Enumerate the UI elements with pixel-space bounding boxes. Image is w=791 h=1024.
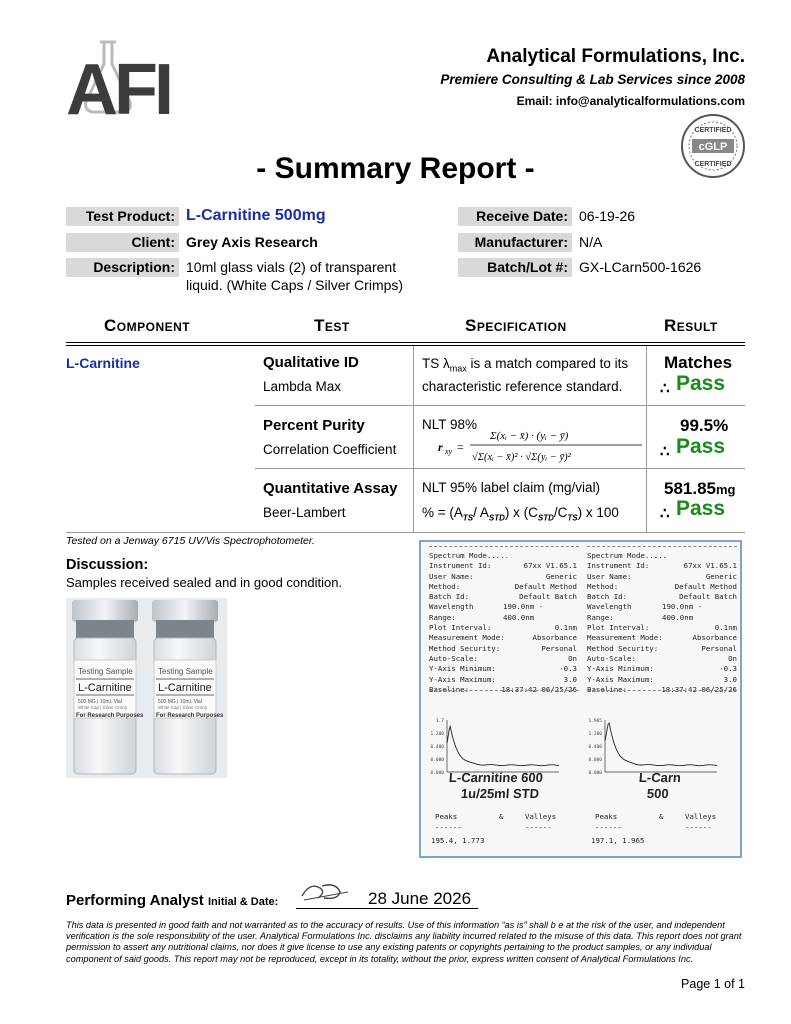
printout-param-value: Default Batch — [519, 592, 577, 602]
printout-param-key: Batch Id: — [429, 592, 470, 602]
column-divider — [413, 346, 414, 532]
peak-values-left: 195.4, 1.773 — [431, 836, 485, 845]
printout-param-key: Spectrum Mode..... — [429, 551, 510, 560]
description-line-2: liquid. (White Caps / Silver Crimps) — [186, 277, 404, 293]
printout-param-value: -0.3 — [719, 664, 737, 674]
result-pass: Pass — [676, 435, 726, 458]
printout-param-value: Absorbance — [532, 633, 577, 643]
component-name: L-Carnitine — [66, 355, 140, 371]
header-component: Component — [104, 316, 191, 335]
vial-left-icon — [72, 600, 144, 774]
amp-right: & — [659, 812, 664, 821]
printout-param-value: Generic — [545, 571, 577, 581]
result-pass: Pass — [676, 372, 726, 395]
company-tagline: Premiere Consulting & Lab Services since 2008 — [440, 72, 745, 87]
test-lambda-max: Lambda Max — [263, 379, 342, 394]
printout-param-value: 0.1nm — [714, 623, 737, 633]
printout-param-key: Baseline: — [587, 684, 628, 694]
spectrum-trace — [447, 726, 559, 765]
seal-top-text: CERTIFIED — [694, 127, 732, 134]
peak-values-right: 197.1, 1.965 — [591, 836, 645, 845]
printout-param-key: Y-Axis Minimum: — [587, 664, 654, 674]
signature-line — [296, 908, 478, 909]
plot-y-tick: 0.000 — [588, 771, 602, 776]
printout-param-key: Wavelength Range: — [429, 602, 474, 622]
test-beer-lambert: Beer-Lambert — [263, 505, 346, 520]
description-label: Description: — [66, 258, 179, 277]
plot-y-tick: 0.400 — [430, 745, 444, 750]
product-value: L-Carnitine 500mg — [186, 207, 326, 224]
plot-y-tick: 1.200 — [430, 732, 444, 737]
printout-param-value: Personal — [701, 643, 737, 653]
test-correlation: Correlation Coefficient — [263, 442, 397, 457]
table-bottom-rule — [66, 532, 745, 533]
printout-param-value: On — [728, 653, 737, 663]
printout-param-key: Spectrum Mode..... — [587, 551, 668, 560]
printout-param-value: 18:37:42 06/25/26 — [661, 684, 737, 694]
test-qualitative-id: Qualitative ID — [263, 354, 359, 371]
description-line-1: 10ml glass vials (2) of transparent — [186, 259, 397, 275]
printout-param-key: User Name: — [587, 571, 632, 581]
svg-text:White Cap | Silver Crimp: White Cap | Silver Crimp — [158, 705, 208, 710]
instrument-note: Tested on a Jenway 6715 UV/Vis Spectrophotometer. — [66, 535, 315, 547]
printout-param-value: 3.0 — [563, 674, 577, 684]
discussion-text: Samples received sealed and in good condition. — [66, 575, 343, 590]
printout-param-key: Plot Interval: — [587, 623, 650, 633]
result-pass: Pass — [676, 497, 726, 520]
hand-label-right-2: 500 — [646, 786, 670, 801]
printout-param-key: Plot Interval: — [429, 623, 492, 633]
printout-param-value: 3.0 — [723, 674, 737, 684]
hand-label-left-2: 1u/25ml STD — [460, 786, 540, 801]
printout-param-value: 190.0nm - 400.0nm — [662, 602, 703, 622]
header-specification: Specification — [465, 316, 567, 335]
analyst-label: Performing Analyst Initial & Date: — [66, 892, 279, 909]
printout-param-key: Method: — [587, 581, 619, 591]
valleys-label-right: Valleys — [685, 812, 717, 821]
table-header-rule-2 — [66, 345, 745, 346]
printout-param-key: Instrument Id: — [587, 561, 650, 571]
result-purity: 99.5% — [680, 416, 729, 435]
discussion-title: Discussion: — [66, 557, 149, 573]
svg-text:Testing Sample: Testing Sample — [78, 667, 133, 676]
company-logo — [64, 40, 188, 122]
svg-text:r: r — [438, 440, 443, 454]
company-email: Email: info@analyticalformulations.com — [516, 94, 745, 108]
printout-param-key: User Name: — [429, 571, 474, 581]
printout-param-value: 190.0nm - 400.0nm — [503, 602, 544, 622]
analyst-signature-icon — [300, 880, 352, 904]
svg-text:L-Carnitine: L-Carnitine — [78, 682, 132, 694]
plot-y-tick: 1.200 — [588, 732, 602, 737]
printout-param-value: -0.3 — [559, 664, 577, 674]
analyst-date: 28 June 2026 — [368, 889, 472, 908]
spec-assay-formula: % = ($A_{TS}/$ $A_{STD}$) x $(C_{STD}/C_{TS})$ x 100 — [422, 505, 619, 523]
svg-text:Σ(xᵢ − x̄) · (yᵢ − ȳ): Σ(xᵢ − x̄) · (yᵢ − ȳ) — [490, 430, 569, 442]
valleys-label-left: Valleys — [525, 812, 557, 821]
plot-y-tick: 0.000 — [430, 758, 444, 763]
printout-param-value: On — [568, 653, 577, 663]
svg-text:For Research Purposes: For Research Purposes — [156, 713, 224, 719]
printout-param-key: Auto-Scale: — [587, 653, 636, 663]
svg-text:For Research Purposes: For Research Purposes — [76, 713, 144, 719]
page-number: Page 1 of 1 — [681, 977, 745, 991]
header-result: Result — [664, 316, 718, 335]
manufacturer-value: N/A — [579, 234, 603, 250]
spectrophotometer-printout — [419, 540, 742, 858]
plot-y-tick: 0.400 — [588, 745, 602, 750]
printout-param-key: Measurement Mode: — [587, 633, 663, 643]
spec-lambda-line1: TS $\lambda_{max}$ is a match compared to its — [422, 356, 629, 374]
spec-purity: NLT 98% — [422, 417, 478, 432]
printout-param-key: Method Security: — [587, 643, 659, 653]
svg-text:=: = — [457, 440, 464, 454]
test-percent-purity: Percent Purity — [263, 417, 365, 434]
plot-y-tick: 1.965 — [588, 719, 602, 724]
therefore-icon: ∴ — [660, 505, 670, 522]
svg-text:xy: xy — [445, 447, 453, 456]
spec-assay-line1: NLT 95% label claim (mg/vial) — [422, 480, 601, 495]
peaks-label-right: Peaks — [595, 812, 618, 821]
printout-param-value: Default Method — [514, 581, 577, 591]
logo-text: AFI — [66, 50, 170, 122]
batch-value: GX-LCarn500-1626 — [579, 259, 702, 275]
printout-param-value: Personal — [541, 643, 577, 653]
printout-param-value: Default Method — [674, 581, 737, 591]
therefore-icon: ∴ — [660, 443, 670, 460]
printout-param-value: 18:37:42 06/25/26 — [501, 684, 577, 694]
peaks-label-left: Peaks — [435, 812, 458, 821]
printout-param-value: Default Batch — [679, 592, 737, 602]
spectrum-plot-right — [588, 718, 717, 776]
batch-label: Batch/Lot #: — [458, 258, 572, 277]
printout-param-key: Y-Axis Minimum: — [429, 664, 496, 674]
printout-param-value: Generic — [705, 571, 737, 581]
plot-y-tick: 1.7 — [435, 719, 444, 724]
svg-text:√Σ(xᵢ − x̄)² · √Σ(yᵢ − ȳ)²: √Σ(xᵢ − x̄)² · √Σ(yᵢ − ȳ)² — [472, 452, 571, 463]
vial-right-icon — [152, 600, 224, 774]
printout-param-key: Measurement Mode: — [429, 633, 505, 643]
printout-param-key: Method: — [429, 581, 461, 591]
printout-param-key: Baseline: — [429, 684, 470, 694]
hand-label-right-1: L-Carn — [638, 770, 682, 785]
report-title: - Summary Report - — [256, 152, 535, 185]
printout-param-value: 67xx V1.65.1 — [523, 561, 577, 571]
client-value: Grey Axis Research — [186, 234, 318, 250]
table-header-rule — [66, 342, 745, 343]
peaks-dash-left: ------ — [435, 823, 462, 832]
printout-param-key: Auto-Scale: — [429, 653, 478, 663]
therefore-icon: ∴ — [660, 380, 670, 397]
valleys-dash-right: ------ — [685, 823, 712, 832]
svg-text:500 MG | 10mL Vial: 500 MG | 10mL Vial — [158, 699, 202, 705]
valleys-dash-left: ------ — [525, 823, 552, 832]
receive-date-value: 06-19-26 — [579, 208, 636, 224]
printout-param-value: 67xx V1.65.1 — [683, 561, 737, 571]
product-label: Test Product: — [66, 207, 179, 226]
receive-date-label: Receive Date: — [458, 207, 572, 226]
printout-param-key: Y-Axis Maximum: — [429, 674, 496, 684]
seal-bottom-text: CERTIFIED — [694, 161, 732, 168]
printout-param-value: 0.1nm — [554, 623, 577, 633]
spectrum-plot-left — [430, 718, 559, 776]
row-divider — [255, 405, 745, 406]
printout-param-value: Absorbance — [692, 633, 737, 643]
correlation-formula-icon — [438, 425, 648, 472]
printout-param-key: Instrument Id: — [429, 561, 492, 571]
hand-label-left-1: L-Carnitine 600 — [448, 770, 544, 785]
amp-left: & — [499, 812, 504, 821]
spectrum-plots — [421, 542, 741, 856]
svg-text:500 MG | 10mL Vial: 500 MG | 10mL Vial — [78, 699, 122, 705]
seal-mid-text: cGLP — [698, 141, 728, 153]
svg-text:Testing Sample: Testing Sample — [158, 667, 213, 676]
spectrum-trace — [605, 723, 717, 766]
peaks-dash-right: ------ — [595, 823, 622, 832]
result-matches: Matches — [664, 353, 733, 372]
printout-param-key: Method Security: — [429, 643, 501, 653]
printout-param-key: Wavelength Range: — [587, 602, 632, 622]
test-quantitative-assay: Quantitative Assay — [263, 480, 398, 497]
spec-lambda-line2: characteristic reference standard. — [422, 379, 623, 394]
manufacturer-label: Manufacturer: — [458, 233, 572, 252]
plot-y-tick: 0.000 — [588, 758, 602, 763]
disclaimer-text: This data is presented in good faith and not warranted as to the accuracy of results. Use of this information “as is” shall b e at the risk of the user, and independent verification is the sole responsibility of the user. Analytical Formulations Inc. disclaims any liability incurred related to the misuse of this data. This report does not grant permission to assert any nutritional claims, nor does it give license to use any existing patents or copyrights pertaining to the product samples, or any individual component of said goods. This report may not be reproduced, except in its totality, without the prior, express written consent of Analytical Formulations Inc. — [66, 920, 742, 964]
client-label: Client: — [66, 233, 179, 252]
vial-photo — [66, 598, 227, 778]
company-name: Analytical Formulations, Inc. — [486, 46, 745, 67]
printout-param-key: Batch Id: — [587, 592, 628, 602]
result-assay: 581.85mg — [664, 479, 736, 498]
printout-param-key: Y-Axis Maximum: — [587, 674, 654, 684]
header-test: Test — [314, 316, 350, 335]
svg-text:White Cap | Silver Crimp: White Cap | Silver Crimp — [78, 705, 128, 710]
svg-text:L-Carnitine: L-Carnitine — [158, 682, 212, 694]
plot-y-tick: 0.000 — [430, 771, 444, 776]
